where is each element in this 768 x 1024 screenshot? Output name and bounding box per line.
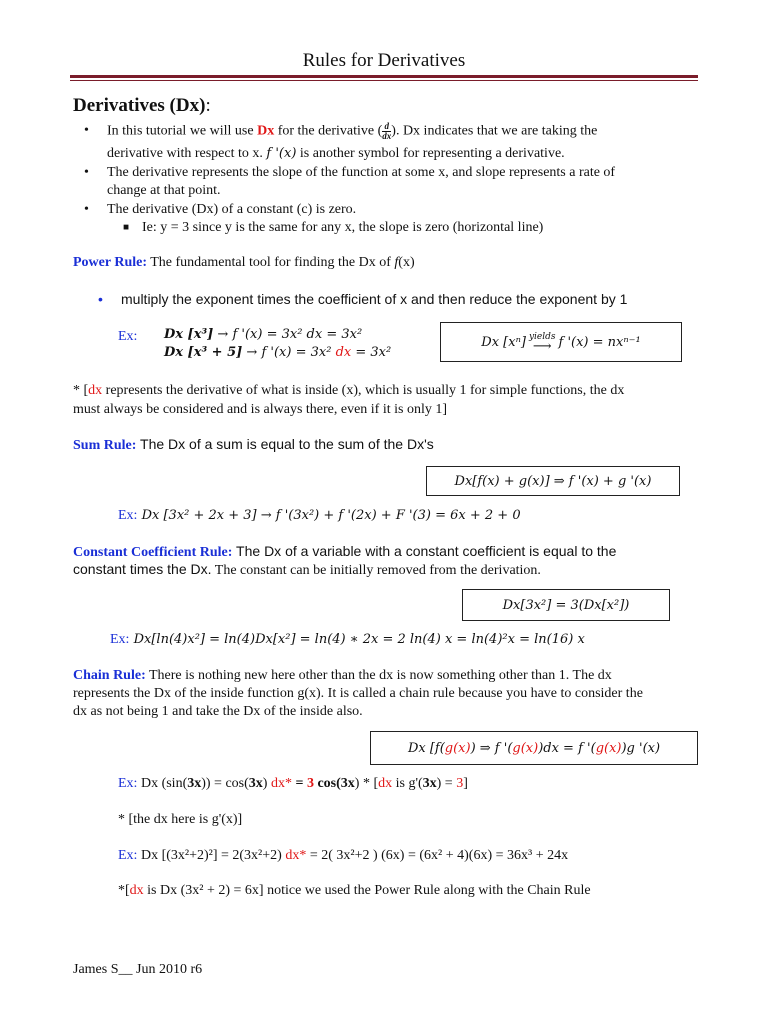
text: ). Dx indicates that we are taking the [391, 123, 598, 139]
chain-rule-line3: dx as not being 1 and take the Dx of the inside also. [73, 704, 363, 719]
text: Dx [(3x²+2)²] = 2(3x²+2) [137, 848, 286, 863]
text: f [394, 255, 399, 270]
chain-rule-line2: represents the Dx of the inside function g(x). It is called a chain rule because you have to consider the [73, 686, 643, 701]
chain-note3 [118, 883, 591, 899]
dx-red: dx [335, 345, 352, 360]
text: The fundamental tool for finding the Dx of [147, 255, 395, 270]
text: constant times the Dx. [73, 561, 212, 577]
yields-label: yields [528, 332, 556, 342]
power-rule-bullet [98, 291, 628, 307]
text: Dx[ln(4)x²] = ln(4)Dx[x²] = ln(4) ∗ 2x = 2 ln(4) x = ln(4)²x = ln(16) x [129, 632, 585, 647]
constant-rule-heading [73, 543, 616, 561]
text: Dx (sin( [137, 776, 188, 791]
bullet-dot: • [84, 123, 89, 138]
page-footer: James S__ Jun 2010 r6 [73, 962, 203, 977]
text: * [ [73, 383, 89, 398]
chain-rule-formula-box [370, 731, 698, 765]
text: The Dx of a sum is equal to the sum of the Dx's [136, 436, 434, 452]
text: ) = [436, 776, 457, 791]
text: represents the derivative of what is inside (x), which is usually 1 for simple functions, the dx [102, 383, 625, 398]
d-dx-fraction [382, 122, 391, 141]
text: = 2( 3x²+2 ) (6x) = (6x² + 4)(6x) = 36x³ + 24x [306, 848, 569, 863]
intro-bullet-3 [84, 201, 357, 219]
text: Ie: y = 3 since y is the same for any x, the slope is zero (horizontal line) [142, 220, 544, 235]
text: → f '(x) = 3x² dx = 3x² [213, 327, 363, 342]
heading-text: Derivatives (Dx) [73, 95, 206, 116]
text: is another symbol for representing a derivative. [296, 146, 565, 161]
text: ] [463, 776, 468, 791]
sum-rule-heading [73, 436, 434, 454]
text: derivative with respect to x. [107, 146, 267, 161]
text: In this tutorial we will use [107, 123, 258, 139]
power-note-line2: must always be considered and is always there, even if it is only 1] [73, 402, 448, 417]
dx-red: dx [378, 776, 393, 791]
constant-rule-line2 [73, 561, 541, 579]
dx-red: dx [129, 883, 144, 898]
text: Dx [3x² + 2x + 3] → f '(3x²) + f '(2x) + F '(3) = 6x + 2 + 0 [137, 508, 521, 523]
power-rule-heading [73, 255, 415, 271]
intro-bullet-2-line2: change at that point. [107, 183, 221, 198]
text: )) = cos( [201, 776, 249, 791]
bullet-dot: • [98, 291, 103, 307]
chain-ex2 [118, 848, 568, 864]
g-red: g(x) [444, 740, 471, 756]
dx-red: dx* [270, 776, 292, 791]
power-rule-formula-box [440, 322, 682, 362]
constant-rule-label: Constant Coefficient Rule: [73, 545, 233, 560]
ex-label: Ex: [118, 848, 138, 863]
text: ) [354, 776, 360, 791]
text: Dx [x³] [164, 327, 214, 342]
dx-red: Dx [257, 123, 275, 139]
text: is Dx (3x² + 2) = 6x] notice we used the Power Rule along with the Chain Rule [143, 883, 591, 898]
frac-den: dx [382, 131, 392, 141]
intro-bullet-2 [84, 164, 616, 182]
three-red: 3 [456, 776, 464, 791]
text: The derivative (Dx) of a constant (c) is zero. [107, 202, 357, 217]
bullet-dot: • [84, 202, 89, 217]
text: 3x [422, 776, 437, 791]
dx-red: dx [88, 383, 103, 398]
text: cos( [313, 776, 341, 791]
text: )g '(x) [621, 740, 661, 756]
power-ex2 [164, 345, 391, 360]
text: * [ [359, 776, 379, 791]
bullet-dot: • [84, 165, 89, 180]
chain-rule-label: Chain Rule: [73, 668, 146, 683]
text: multiply the exponent times the coefficient of x and then reduce the exponent by 1 [121, 291, 628, 307]
text: *[ [118, 883, 130, 898]
intro-subbullet [123, 219, 544, 237]
intro-bullet-1-line2 [107, 145, 565, 163]
g-red: g(x) [512, 740, 539, 756]
text: → f '(x) = 3x² [242, 345, 336, 360]
chain-rule-heading [73, 668, 612, 684]
ex-label: Ex: [118, 508, 138, 523]
power-rule-label: Power Rule: [73, 255, 147, 270]
text: for the derivative ( [274, 123, 383, 139]
intro-bullet-1 [84, 121, 598, 141]
text: ) ⇒ f '( [470, 740, 513, 756]
frac-num: d [382, 122, 391, 132]
chain-note2: * [the dx here is g'(x)] [118, 812, 243, 827]
section-heading [73, 95, 211, 117]
constant-rule-formula-box: Dx[3x²] = 3(Dx[x²]) [462, 589, 670, 621]
heading-colon: : [205, 95, 211, 116]
dx-red: dx* [285, 848, 307, 863]
text: f '(x) = nxⁿ⁻¹ [558, 334, 641, 350]
text: Dx [xⁿ] [481, 334, 526, 350]
text: = 3x² [351, 345, 392, 360]
text: 3x [340, 776, 355, 791]
three-red: 3 [306, 776, 314, 791]
text: The Dx of a variable with a constant coefficient is equal to the [232, 543, 617, 559]
sum-ex [118, 508, 521, 524]
square-bullet: ■ [123, 222, 130, 233]
page-title: Rules for Derivatives [302, 50, 466, 71]
chain-ex1 [118, 776, 468, 792]
text: is g'( [392, 776, 423, 791]
text: 3x [248, 776, 263, 791]
text: The constant can be initially removed from the derivation. [211, 563, 541, 578]
title-divider-thin [70, 80, 698, 81]
sum-rule-formula-box: Dx[f(x) + g(x)] ⇒ f '(x) + g '(x) [426, 466, 680, 496]
g-red: g(x) [595, 740, 622, 756]
power-note-line1 [73, 383, 624, 399]
power-ex-label: Ex: [118, 329, 138, 344]
math-fprime: f '(x) [266, 146, 297, 161]
text: = [291, 776, 307, 791]
sum-rule-label: Sum Rule: [73, 438, 137, 453]
text: Dx [f( [407, 740, 445, 756]
text: ) [262, 776, 271, 791]
title-divider [70, 75, 698, 78]
ex-label: Ex: [118, 776, 138, 791]
text: There is nothing new here other than the dx is now something other than 1. The dx [145, 668, 612, 683]
yields-arrow: yields ⟶ [528, 332, 556, 354]
text: The derivative represents the slope of the function at some x, and slope represents a rate of [107, 165, 616, 180]
text: 3x [187, 776, 202, 791]
ex-label: Ex: [110, 632, 130, 647]
text: Dx [x³ + 5] [164, 345, 243, 360]
power-ex1 [164, 327, 362, 342]
text: (x) [398, 255, 415, 270]
text: )dx = f '( [538, 740, 596, 756]
constant-ex [110, 632, 585, 648]
